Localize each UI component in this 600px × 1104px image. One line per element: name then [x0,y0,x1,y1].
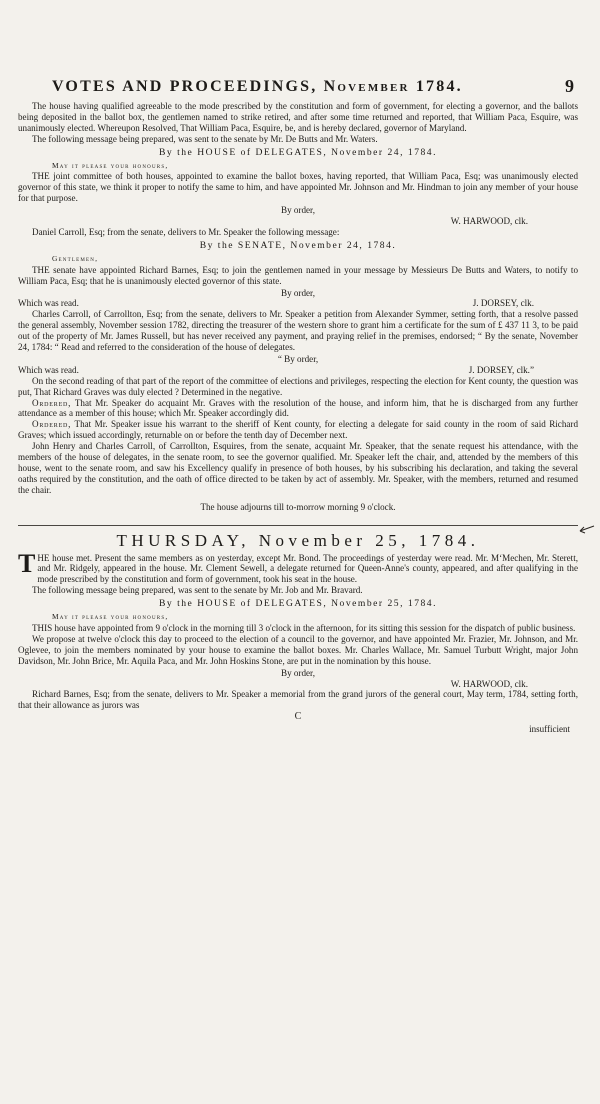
paragraph-house-met-text: HE house met. Present the same members as on yesterday, except Mr. Bond. The proceedings of yesterday were read. Mr. M‘Mechen, Mr. Sterett, and Mr. Ridgely, appeared in the house. Mr. Clement Sewell, a delegate returned for Queen-Anne's county, appeared, and after qualifying in the mode prescribed by the constitution and form of government, took his seat in the house. [37,552,578,585]
message-text-council-election: We propose at twelve o'clock this day to proceed to the election of a council to the governor, and have appointed Mr. Frazier, Mr. Johnson, and Mr. Oglevee, to join the members nominated by your house to examine the ballot boxes. Mr. Charles Wallace, Mr. Samuel Turbutt Wright, major John Davidson, Mr. John Brice, Mr. Aquila Paca, and Mr. John Hoskins Stone, are put in the nomination by this house. [18,633,578,666]
running-title: VOTES AND PROCEEDINGS, November 1784. [52,78,463,95]
paragraph-carroll-message: Daniel Carroll, Esq; from the senate, delivers to Mr. Speaker the following message: [32,226,340,237]
message-address: May it please your honours, [52,160,169,170]
read-signature-row [18,365,578,376]
clerk-signature: W. HARWOOD, clk. [450,678,528,689]
message-heading-delegates: By the HOUSE of DELEGATES, November 24, 1784. [158,146,437,158]
paragraph-message-sent: The following message being prepared, was sent to the senate by Mr. De Butts and Mr. Waters. [32,133,378,144]
catchword: insufficient [529,724,570,735]
page-body [18,101,578,735]
paragraph-ordered-warrant [18,419,578,441]
paragraph-election-governor: The house having qualified agreeable to the mode prescribed by the constitution and form of government, for electing a governor, and the ballots being deposited in the ballot box, the gentlemen named to strike retired, and after some time returned and reported, that William Paca, Esquire, was unanimously elected. Whereupon Resolved, That William Paca, Esquire, be, and is hereby declared, governor of Maryland. [18,101,578,133]
message-text-sitting-hours: THIS house have appointed from 9 o'clock in the morning till 3 o'clock in the afternoon, for its sitting this session for the dispatch of public business. [32,622,576,633]
ordered-label: Ordered, [32,397,72,408]
by-order-label: By order, [281,287,315,298]
paragraph-grand-jurors: Richard Barnes, Esq; from the senate, delivers to Mr. Speaker a memorial from the grand jurors of the general court, May term, 1784, setting forth, that their allowance as jurors was [18,689,578,711]
by-order-label: By order, [281,205,315,216]
by-order-label: By order, [281,667,315,678]
paragraph-kent-election: On the second reading of that part of the report of the committee of elections and privileges, respecting the election for Kent county, the question was put, That Richard Graves was duly elected ? Determined in the negative. [18,375,578,397]
read-signature-row [18,298,578,309]
page-number: 9 [565,76,574,96]
page-header [52,78,580,102]
message-heading-senate: By the SENATE, November 24, 1784. [199,239,397,251]
message-address: Gentlemen, [52,253,99,263]
by-order-label: “ By order, [277,353,319,364]
message-heading-delegates: By the HOUSE of DELEGATES, November 25, 1784. [158,598,437,610]
message-address: May it please your honours, [52,612,169,622]
paragraph-ordered-graves [18,398,578,420]
drop-cap: T [18,548,36,578]
message-text-senate-appointment: THE senate have appointed Richard Barnes, Esq; to join the gentlemen named in your message by Messieurs De Butts and Waters, to notify to William Paca, Esq; that he is unanimously elected governor of this state. [18,264,578,286]
closing-block [18,689,578,735]
handwritten-arrow-icon [576,522,596,536]
paragraph-symmer-petition: Charles Carroll, of Carrollton, Esq; from the senate, delivers to Mr. Speaker a petition from Alexander Symmer, setting forth, that a resolve passed the general assembly, November session 1782, directing the treasurer of the western shore to grant him a certificate for the sum of £ 437 11 3, to be paid out of the property of Mr. James Russell, but has never received any payment, and praying relief in the premises, endorsed; “ By the senate, November 24, 1784: “ Read and referred to the consideration of the house of delegates. [18,309,578,353]
paragraph-house-met [18,548,578,586]
ordered-label: Ordered, [32,419,72,430]
signature-mark: C [294,711,302,723]
paragraph-message-prepared: The following message being prepared, was sent to the senate by Mr. Job and Mr. Bravard. [32,585,363,596]
section-divider [18,525,578,526]
clerk-signature: J. DORSEY, clk.” [468,364,534,375]
clerk-signature: W. HARWOOD, clk. [450,216,528,227]
day-heading: THURSDAY, November 25, 1784. [116,530,480,550]
which-was-read: Which was read. [18,298,79,309]
which-was-read: Which was read. [18,364,79,375]
paragraph-governor-qualified: John Henry and Charles Carroll, of Carrollton, Esquires, from the senate, acquaint Mr. Speaker, that the senate request his attendance, with the members of the house of delegates, in the senate room, to see the governor qualified. Mr. Speaker left the chair, and, attended by the members of this house, went to the senate room, and saw his Excellency qualify in presence of both houses, by his subscribing his declaration, and taking the several oaths required by the constitution, and the oath of office directed to be taken by act of assembly. Mr. Speaker, with the members, returned and resumed the chair. [18,441,578,495]
ordered-text: That Mr. Speaker issue his warrant to the sheriff of Kent county, for electing a delegate for said county in the room of said Richard Graves; which issued accordingly, returnable on or before the tenth day of December next. [18,419,578,441]
ordered-text: That Mr. Speaker do acquaint Mr. Graves with the resolution of the house, and inform him, that he is discharged from any further attendance as a member of this house; which Mr. Speaker accordingly did. [18,397,578,419]
clerk-signature: J. DORSEY, clk. [472,298,534,309]
adjournment-line: The house adjourns till to-morrow morning 9 o'clock. [200,501,396,512]
message-text-joint-committee: THE joint committee of both houses, appointed to examine the ballot boxes, having reported, that William Paca, Esq; was unanimously elected governor of this state, we think it proper to notify the same to him, and have appointed Mr. Johnson and Mr. Hindman to join any member of your house for that purpose. [18,171,578,204]
